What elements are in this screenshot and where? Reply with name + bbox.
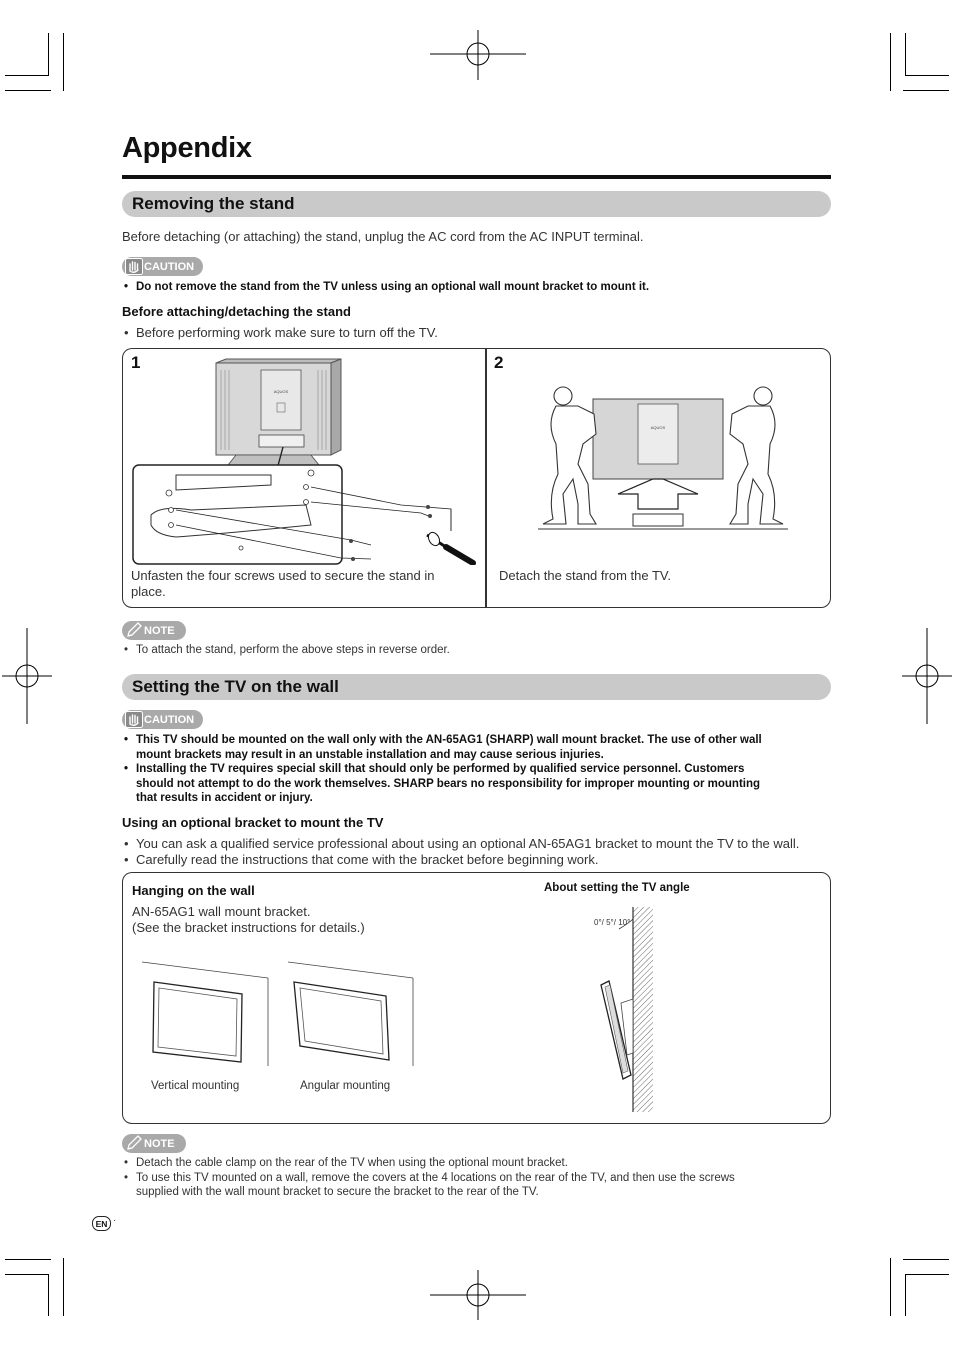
note-label: NOTE bbox=[144, 1137, 175, 1150]
page-title: Appendix bbox=[122, 132, 252, 164]
section-header-removing bbox=[122, 191, 831, 217]
section-title: Removing the stand bbox=[132, 194, 295, 213]
caution-badge bbox=[122, 710, 203, 729]
registration-mark-right bbox=[902, 628, 952, 724]
angular-mounting-label: Angular mounting bbox=[300, 1080, 391, 1092]
wall-caution-list bbox=[122, 733, 762, 806]
registration-mark-top bbox=[430, 30, 526, 80]
note-item: • To use this TV mounted on a wall, remove the covers at the 4 locations on the rear of the TV, and then use the screws supplied with the wall mount bracket to secure the bracket to the rear of the TV. bbox=[122, 1171, 735, 1200]
caution-item: • Installing the TV requires special skill that should only be performed by qualified service personnel. Customers should not attempt to do the work themselves. SHARP bears no responsibility for improper mounting or mounting that results in accident or injury. bbox=[122, 762, 762, 806]
note-item: • Detach the cable clamp on the rear of the TV when using the optional mount bracket. bbox=[122, 1156, 735, 1171]
caution-item: • This TV should be mounted on the wall only with the AN-65AG1 (SHARP) wall mount bracket. The use of other wall mount brackets may result in an unstable installation and may cause serious injuries. bbox=[122, 733, 762, 762]
hand-caution-icon bbox=[125, 258, 143, 275]
pencil-note-icon bbox=[125, 622, 143, 639]
tv-brand-text: AQUOS bbox=[650, 425, 666, 430]
page-number-separator: · bbox=[113, 1215, 117, 1226]
pencil-note-icon bbox=[125, 1135, 143, 1152]
note-badge bbox=[122, 1134, 186, 1153]
step-number: 2 bbox=[494, 353, 504, 372]
registration-mark-left bbox=[2, 628, 52, 724]
step-number: 1 bbox=[131, 353, 141, 372]
removing-intro: Before detaching (or attaching) the stand, unplug the AC cord from the AC INPUT terminal. bbox=[122, 229, 644, 244]
hanging-title: Hanging on the wall bbox=[132, 883, 255, 898]
subheading-before-attaching: Before attaching/detaching the stand bbox=[122, 304, 351, 319]
hand-caution-icon bbox=[125, 711, 143, 728]
section-title: Setting the TV on the wall bbox=[132, 677, 339, 696]
registration-mark-bottom bbox=[430, 1270, 526, 1320]
step1-caption: Unfasten the four screws used to secure the stand in place. bbox=[131, 568, 435, 599]
angle-title: About setting the TV angle bbox=[544, 882, 690, 894]
steps-panel bbox=[122, 348, 831, 608]
note-badge bbox=[122, 621, 186, 640]
wall-mount-panel bbox=[122, 872, 831, 1124]
title-rule bbox=[122, 175, 831, 179]
remove-screws-illustration bbox=[131, 355, 483, 565]
language-badge: EN bbox=[92, 1216, 111, 1231]
mounting-illustrations bbox=[138, 958, 418, 1068]
subheading-optional-bracket: Using an optional bracket to mount the TV bbox=[122, 815, 384, 830]
note-item: • To attach the stand, perform the above steps in reverse order. bbox=[122, 644, 450, 656]
step2-caption: Detach the stand from the TV. bbox=[499, 568, 671, 583]
bracket-list bbox=[122, 836, 799, 868]
before-attaching-list bbox=[122, 325, 438, 340]
caution-label: CAUTION bbox=[144, 713, 195, 726]
caution-label: CAUTION bbox=[144, 260, 195, 273]
vertical-mounting-label: Vertical mounting bbox=[151, 1080, 240, 1092]
angle-values: 0°/ 5°/ 10° bbox=[594, 918, 631, 927]
detach-stand-illustration bbox=[538, 384, 788, 544]
bracket-description: AN-65AG1 wall mount bracket. (See the bracket instructions for details.) bbox=[132, 904, 365, 935]
section-header-wall bbox=[122, 674, 831, 700]
list-item: • Carefully read the instructions that come with the bracket before beginning work. bbox=[122, 852, 799, 868]
tilt-angle-diagram bbox=[591, 903, 661, 1113]
list-item: • Before performing work make sure to turn off the TV. bbox=[122, 325, 438, 340]
list-item: • You can ask a qualified service professional about using an optional AN-65AG1 bracket to mount the TV to the wall. bbox=[122, 836, 799, 852]
panel-divider bbox=[485, 349, 487, 607]
caution-item: • Do not remove the stand from the TV unless using an optional wall mount bracket to mount it. bbox=[122, 280, 649, 295]
note-label: NOTE bbox=[144, 624, 175, 637]
caution-list bbox=[122, 280, 649, 295]
note-list bbox=[122, 644, 450, 656]
caution-badge bbox=[122, 257, 203, 276]
wall-note-list bbox=[122, 1156, 735, 1200]
tv-brand-text: AQUOS bbox=[273, 389, 289, 394]
